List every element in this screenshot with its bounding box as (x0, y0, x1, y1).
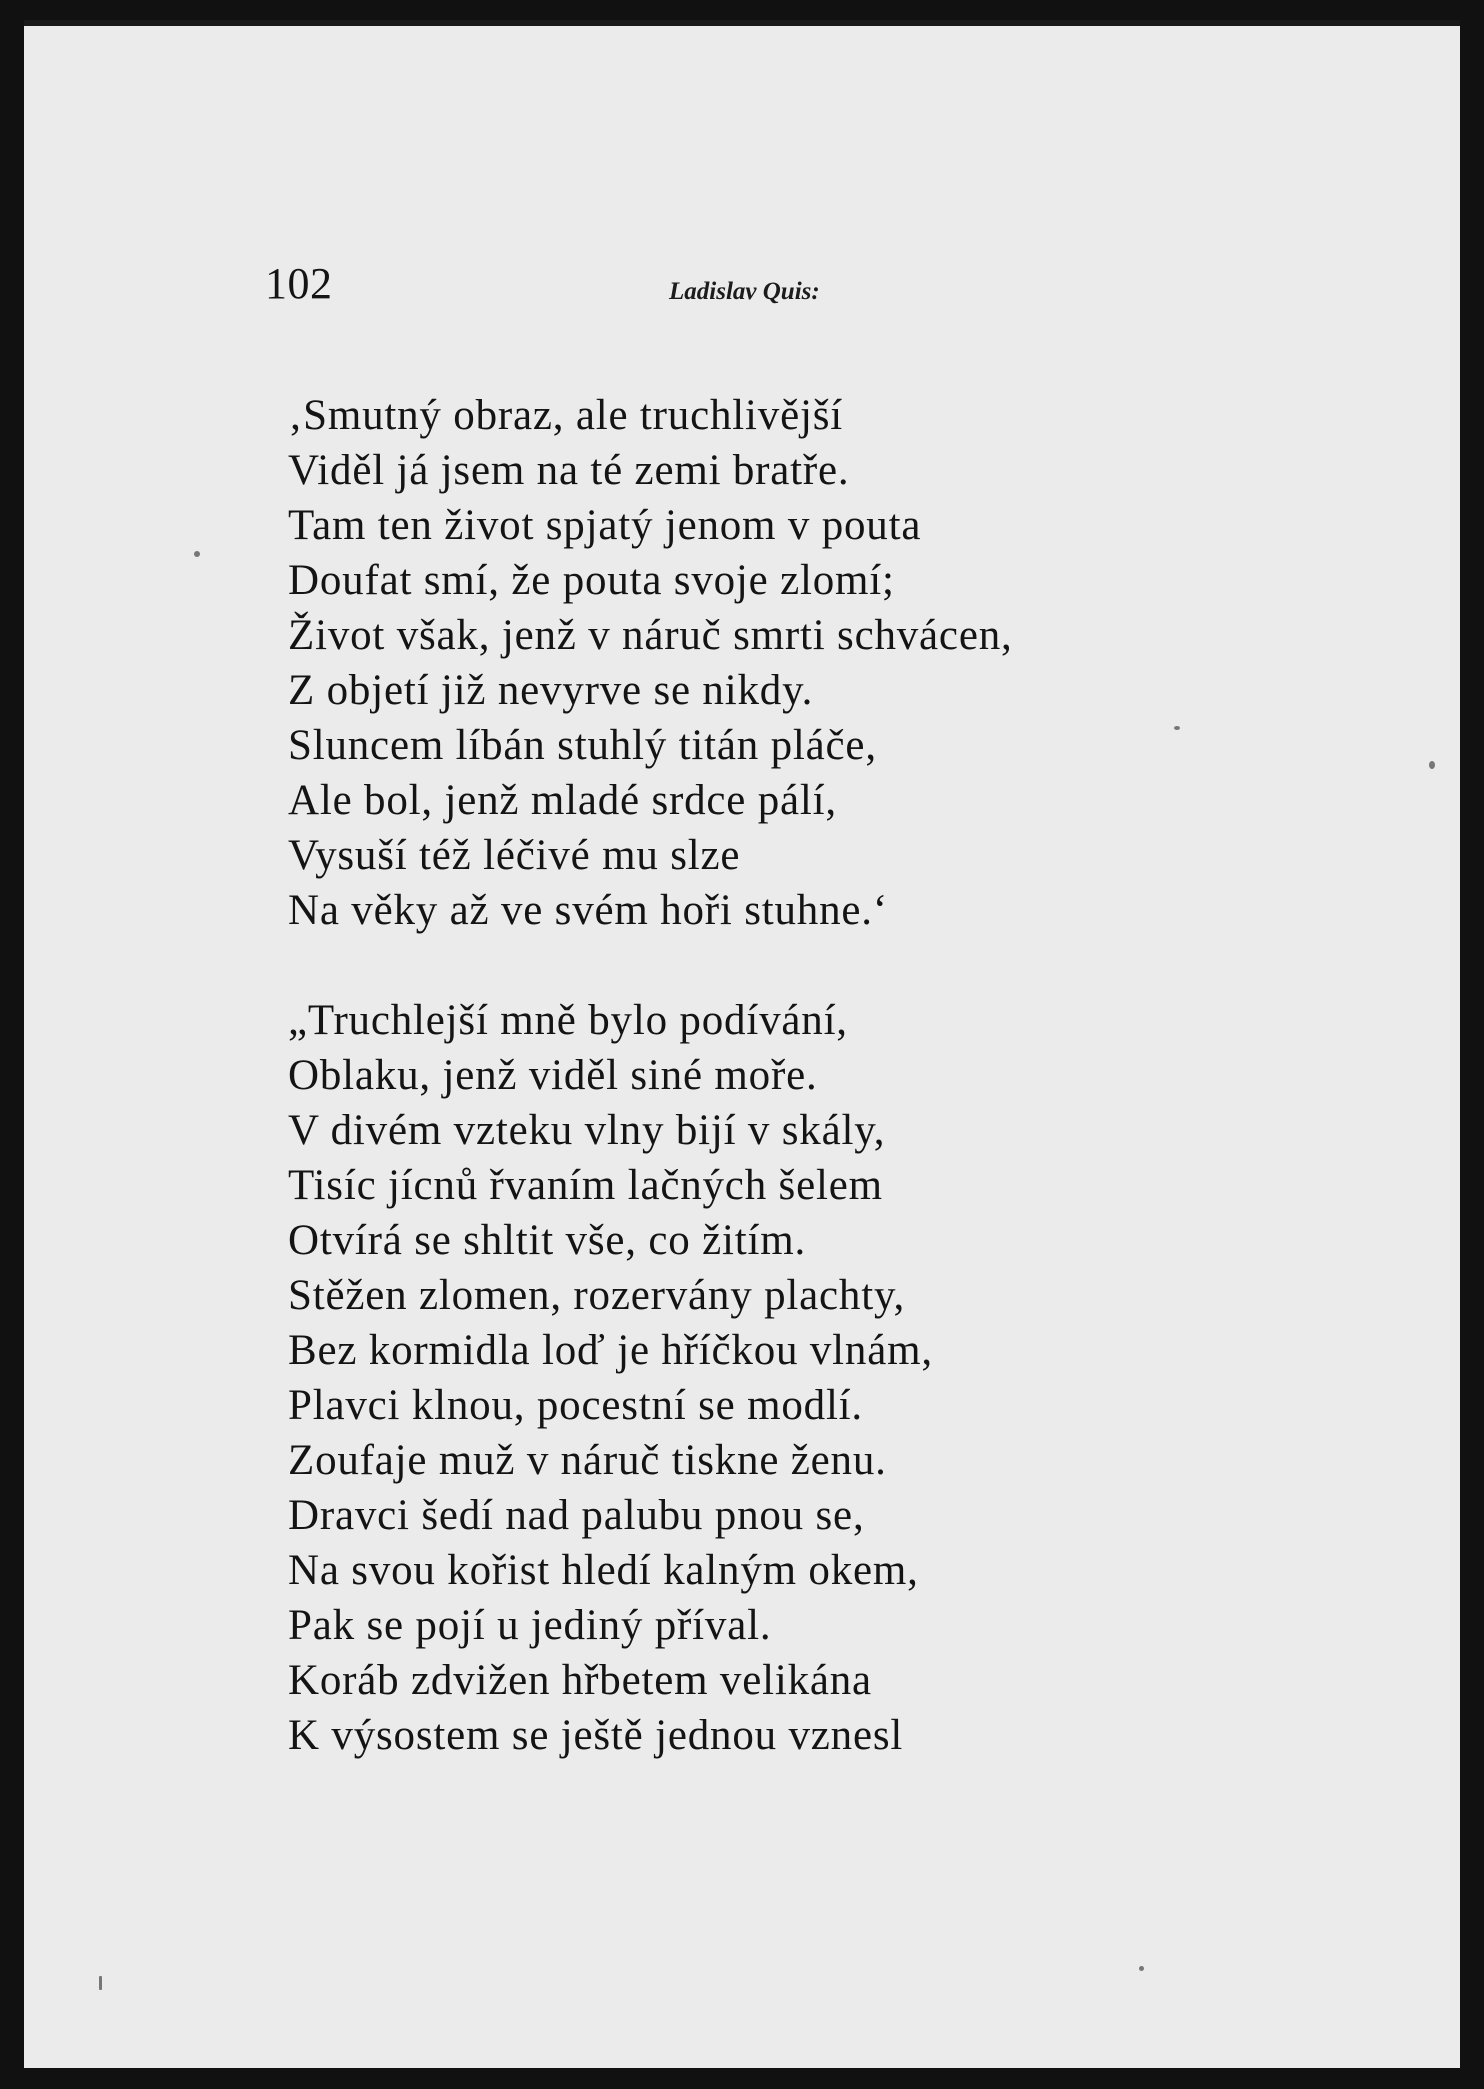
paper-speck (1139, 1966, 1144, 1971)
poem-line: Pak se pojí u jediný příval. (288, 1602, 772, 1649)
paper-speck (194, 551, 200, 557)
running-head: Ladislav Quis: (669, 278, 820, 305)
page-number: 102 (265, 259, 333, 308)
paper-speck (1429, 761, 1435, 769)
poem-line: Zoufaje muž v náruč tiskne ženu. (288, 1437, 887, 1484)
stanza-2 (288, 993, 1188, 1763)
poem-line: Bez kormidla loď je hříčkou vlnám, (288, 1327, 933, 1374)
poem-line: K výsostem se ještě jednou vznesl (288, 1712, 904, 1759)
poem-line: Sluncem líbán stuhlý titán pláče, (288, 722, 877, 769)
poem-line: ‚Smutný obraz, ale truchlivější (288, 392, 843, 439)
poem-line: Doufat smí, že pouta svoje zlomí; (288, 557, 895, 604)
poem-line: Na věky až ve svém hoři stuhne.‘ (288, 887, 888, 934)
poem-line: Oblaku, jenž viděl siné moře. (288, 1052, 818, 1099)
poem-line: V divém vzteku vlny bijí v skály, (288, 1107, 886, 1154)
poem-line: Na svou kořist hledí kalným okem, (288, 1547, 919, 1594)
book-page (24, 20, 1460, 2068)
poem-line: Dravci šedí nad palubu pnou se, (288, 1492, 865, 1539)
poem-line: Tam ten život spjatý jenom v pouta (288, 502, 922, 549)
poem-line: Koráb zdvižen hřbetem velikána (288, 1657, 872, 1704)
poem-line: Viděl já jsem na té zemi bratře. (288, 447, 850, 494)
poem-line: Z objetí již nevyrve se nikdy. (288, 667, 814, 714)
poem-body (288, 388, 1188, 1763)
poem-line: „Truchlejší mně bylo podívání, (288, 997, 848, 1044)
poem-line: Vysuší též léčivé mu slze (288, 832, 741, 879)
paper-speck (99, 1976, 102, 1990)
poem-line: Otvírá se shltit vše, co žitím. (288, 1217, 807, 1264)
poem-line: Ale bol, jenž mladé srdce pálí, (288, 777, 837, 824)
poem-line: Plavci klnou, pocestní se modlí. (288, 1382, 863, 1429)
poem-line: Stěžen zlomen, rozervány plachty, (288, 1272, 905, 1319)
poem-line: Život však, jenž v náruč smrti schvácen, (288, 612, 1013, 659)
poem-line: Tisíc jícnů řvaním lačných šelem (288, 1162, 883, 1209)
stanza-1 (288, 388, 1188, 938)
paper-speck (1174, 726, 1180, 730)
